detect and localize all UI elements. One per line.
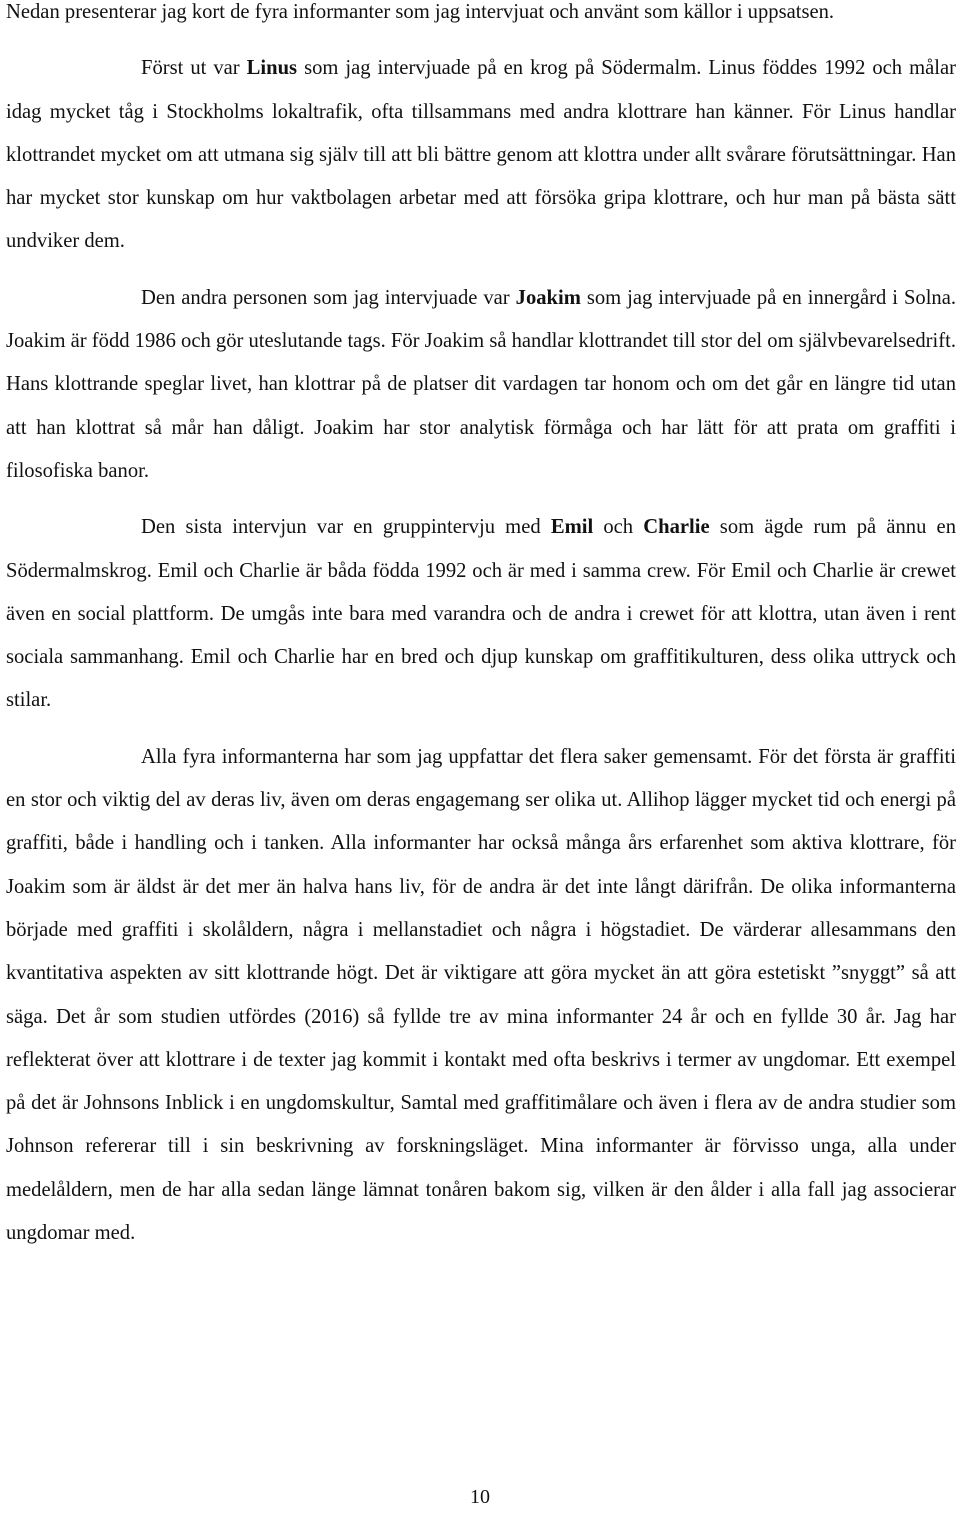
linus-name: Linus — [246, 57, 298, 80]
summary-paragraph: Alla fyra informanterna har som jag uppfattar det flera saker gemensamt. För det första är graffiti en stor och viktig del av deras liv, även om deras engagemang ser olika ut. Allihop lägger mycket tid och energi på graffiti, både i handling och i tanken. Alla informanter har också många års erfarenhet som aktiva klottrare, för Joakim som är äldst är det mer än halva hans liv, för de andra är det inte långt därifrån. De olika informanterna började med graffiti i skolåldern, några i mellanstadiet och några i högstadiet. De värderar allesammans den kvantitativa aspekten av sitt klottrande högt. Det är viktigare att göra mycket än att göra estetiskt ”snyggt” så att säga. Det år som studien utfördes (2016) så fyllde tre av mina informanter 24 år och en fyllde 30 år. Jag har reflekterat över att klottrare i de texter jag kommit i kontakt med ofta beskrivs i termer av ungdomar. Ett exempel på det är Johnsons Inblick i en ungdomskultur, Samtal med graffitimålare och även i flera av de andra studier som Johnson refererar till i sin beskrivning av forskningsläget. Mina informanter är förvisso unga, alla under medelåldern, men de har alla sedan länge lämnat tonåren bakom sig, vilken är den ålder i alla fall jag associerar ungdomar med. — [6, 745, 956, 1245]
linus-text-before: Först ut var — [141, 57, 247, 80]
joakim-paragraph — [6, 277, 956, 493]
charlie-name: Charlie — [643, 516, 710, 539]
joakim-text-after: som jag intervjuade på en innergård i Solna. Joakim är född 1986 och gör uteslutande tags. För Joakim så handlar klottrandet till stor del om självbevarelsedrift. Hans klottrande speglar livet, han klottrar på de platser dit vardagen tar honom och om det går en längre tid utan att han klottrat så mår han dåligt. Joakim har stor analytisk förmåga och har lätt för att prata om graffiti i filosofiska banor. — [6, 286, 956, 482]
emil-charlie-text-mid: och — [593, 516, 644, 539]
intro-paragraph: Nedan presenterar jag kort de fyra informanter som jag intervjuat och använt som källor i uppsatsen. — [6, 1, 835, 23]
document-page — [6, 0, 956, 1255]
page-number: 10 — [470, 1486, 490, 1508]
linus-text-after: som jag intervjuade på en krog på Södermalm. Linus föddes 1992 och målar idag mycket tåg i Stockholms lokaltrafik, ofta tillsammans med andra klottrare han känner. För Linus handlar klottrandet mycket om att utmana sig själv till att bli bättre genom att klottra under allt svårare förutsättningar. Han har mycket stor kunskap om hur vaktbolagen arbetar med att försöka gripa klottrare, och hur man på bästa sätt undviker dem. — [6, 57, 956, 253]
emil-charlie-text-after: som ägde rum på ännu en Södermalmskrog. Emil och Charlie är båda födda 1992 och är med i samma crew. För Emil och Charlie är crewet även en social plattform. De umgås inte bara med varandra och de andra i crewet för att klottra, utan även i rent sociala sammanhang. Emil och Charlie har en bred och djup kunskap om graffitikulturen, dess olika uttryck och stilar. — [6, 516, 956, 712]
emil-charlie-paragraph — [6, 506, 956, 722]
joakim-text-before: Den andra personen som jag intervjuade var — [141, 286, 516, 309]
joakim-name: Joakim — [515, 286, 581, 309]
emil-charlie-text-before: Den sista intervjun var en gruppintervju med — [141, 516, 551, 539]
linus-paragraph — [6, 47, 956, 263]
emil-name: Emil — [550, 516, 594, 539]
